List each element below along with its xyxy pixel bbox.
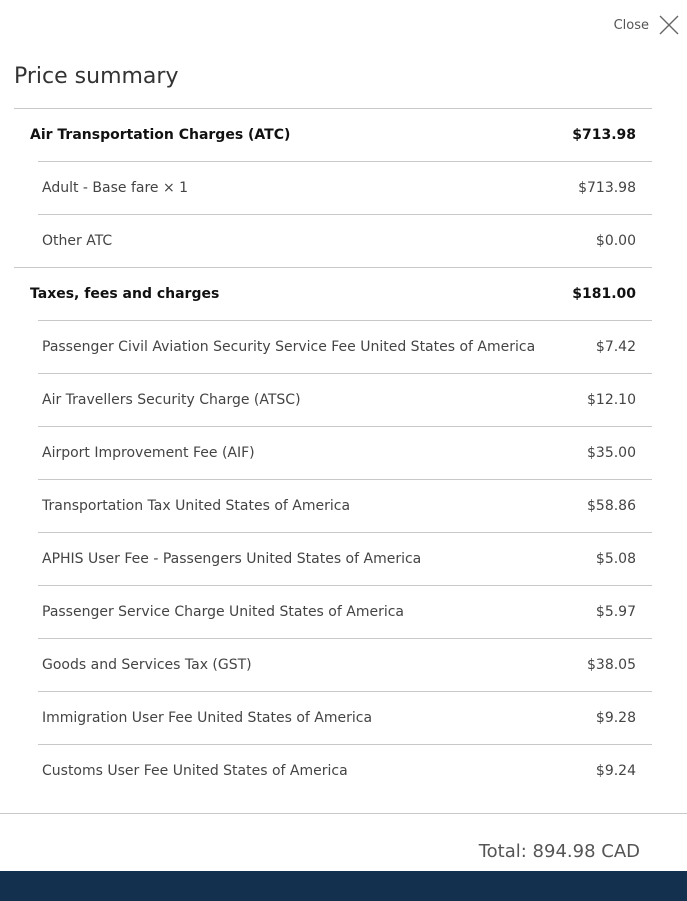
line-item-amount: $38.05: [587, 657, 636, 673]
section-label: Taxes, fees and charges: [30, 286, 220, 302]
line-item-label: Air Travellers Security Charge (ATSC): [42, 392, 301, 408]
close-icon[interactable]: [659, 15, 679, 35]
line-item-label: Immigration User Fee United States of America: [42, 710, 373, 726]
line-item: [38, 426, 652, 479]
section-amount: $181.00: [572, 286, 636, 302]
line-item: [38, 161, 652, 214]
line-item-label: APHIS User Fee - Passengers United States of America: [42, 551, 422, 567]
line-item-amount: $9.24: [595, 763, 636, 779]
close-label: Close: [613, 18, 649, 33]
page-title: Price summary: [14, 64, 179, 89]
line-item-label: Adult - Base fare × 1: [42, 180, 189, 196]
line-item-label: Customs User Fee United States of America: [42, 763, 348, 779]
line-item-amount: $58.86: [587, 498, 636, 514]
footer-divider: [0, 813, 687, 814]
line-item: [38, 744, 652, 797]
line-item: [38, 373, 652, 426]
line-item-amount: $0.00: [595, 233, 636, 249]
line-item: [38, 479, 652, 532]
section-amount: $713.98: [572, 127, 636, 143]
line-item-amount: $5.97: [595, 604, 636, 620]
section-row-taxes: [14, 267, 652, 320]
line-item-amount: $7.42: [595, 339, 636, 355]
section-label: Air Transportation Charges (ATC): [30, 127, 291, 143]
line-item: [38, 532, 652, 585]
price-summary-table: [14, 108, 652, 797]
line-item-label: Passenger Service Charge United States of America: [42, 604, 404, 620]
line-item: [38, 214, 652, 267]
line-item-amount: $35.00: [587, 445, 636, 461]
section-row-atc: [14, 108, 652, 161]
line-item-label: Airport Improvement Fee (AIF): [42, 445, 255, 461]
line-item-label: Other ATC: [42, 233, 113, 249]
line-item-amount: $9.28: [595, 710, 636, 726]
line-item-amount: $5.08: [595, 551, 636, 567]
line-item-label: Goods and Services Tax (GST): [42, 657, 252, 673]
bottom-bar: [0, 871, 687, 901]
line-item: [38, 691, 652, 744]
line-item: [38, 638, 652, 691]
line-item: [38, 585, 652, 638]
line-item-amount: $12.10: [587, 392, 636, 408]
line-item-label: Transportation Tax United States of America: [42, 498, 351, 514]
total-price: Total: 894.98 CAD: [478, 841, 640, 862]
close-button[interactable]: [614, 15, 679, 35]
line-item-label: Passenger Civil Aviation Security Service Fee United States of America: [42, 339, 536, 355]
line-item: [38, 320, 652, 373]
line-item-amount: $713.98: [578, 180, 636, 196]
